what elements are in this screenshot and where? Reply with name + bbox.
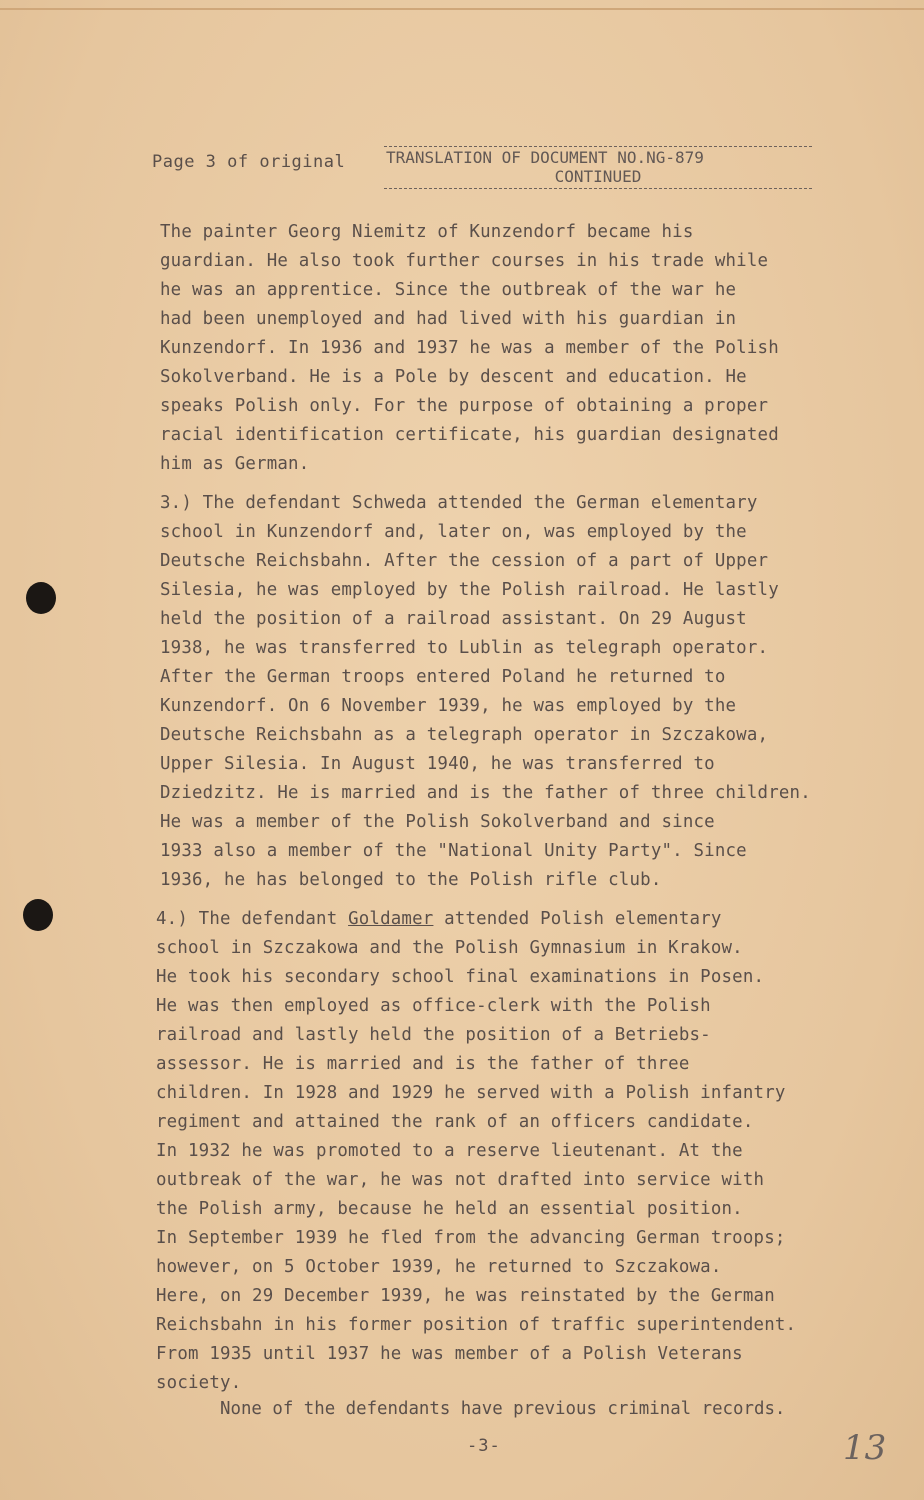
text-line: assessor. He is married and is the father of three	[156, 1054, 690, 1074]
text-line: 1938, he was transferred to Lublin as telegraph operator.	[160, 638, 769, 658]
text-line: 3.) The defendant Schweda attended the German elementary	[160, 493, 758, 513]
text-line: Silesia, he was employed by the Polish railroad. He lastly	[160, 580, 779, 600]
text-line: The painter Georg Niemitz of Kunzendorf became his	[160, 222, 694, 242]
punch-hole-upper	[26, 582, 56, 614]
text-line: Here, on 29 December 1939, he was reinstated by the German	[156, 1286, 775, 1306]
text-line: Upper Silesia. In August 1940, he was transferred to	[160, 754, 715, 774]
text-line: school in Kunzendorf and, later on, was employed by the	[160, 522, 747, 542]
punch-hole-lower	[23, 899, 53, 931]
defendant-name-underlined: Goldamer	[348, 909, 434, 929]
text-line: railroad and lastly held the position of a Betriebs-	[156, 1025, 711, 1045]
text-line: speaks Polish only. For the purpose of obtaining a proper	[160, 396, 769, 416]
text-line: Deutsche Reichsbahn. After the cession of a part of Upper	[160, 551, 769, 571]
closing-statement: None of the defendants have previous criminal records.	[220, 1399, 786, 1419]
document-title	[384, 146, 812, 189]
text-line: Kunzendorf. In 1936 and 1937 he was a member of the Polish	[160, 338, 779, 358]
text-line: He took his secondary school final examinations in Posen.	[156, 967, 765, 987]
text-line: After the German troops entered Poland he returned to	[160, 667, 726, 687]
paragraph-2	[160, 489, 880, 895]
text-line: he was an apprentice. Since the outbreak of the war he	[160, 280, 737, 300]
text-line: the Polish army, because he held an essential position.	[156, 1199, 743, 1219]
paragraph-1	[160, 218, 880, 479]
text-line: In September 1939 he fled from the advancing German troops;	[156, 1228, 786, 1248]
text-line: Kunzendorf. On 6 November 1939, he was employed by the	[160, 696, 737, 716]
text-line: racial identification certificate, his guardian designated	[160, 425, 779, 445]
text-line: Dziedzitz. He is married and is the father of three children.	[160, 783, 811, 803]
text-line: 1933 also a member of the "National Unity Party". Since	[160, 841, 747, 861]
text-line: 1936, he has belonged to the Polish rifle club.	[160, 870, 662, 890]
text-line: Deutsche Reichsbahn as a telegraph operator in Szczakowa,	[160, 725, 769, 745]
text-line: held the position of a railroad assistant. On 29 August	[160, 609, 747, 629]
text-line-first	[156, 905, 880, 934]
text-line: In 1932 he was promoted to a reserve lieutenant. At the	[156, 1141, 743, 1161]
text-line: regiment and attained the rank of an officers candidate.	[156, 1112, 754, 1132]
text-line: him as German.	[160, 454, 310, 474]
top-edge-line	[0, 8, 924, 10]
body-text	[156, 218, 880, 1408]
text-fragment: 4.) The defendant	[156, 909, 349, 929]
text-line: He was a member of the Polish Sokolverband and since	[160, 812, 715, 832]
text-line: He was then employed as office-clerk with the Polish	[156, 996, 711, 1016]
text-fragment: attended Polish elementary	[433, 909, 722, 929]
text-line: Reichsbahn in his former position of traffic superintendent.	[156, 1315, 797, 1335]
text-line: Sokolverband. He is a Pole by descent and education. He	[160, 367, 747, 387]
text-line: had been unemployed and had lived with his guardian in	[160, 309, 737, 329]
page-number: -3-	[467, 1436, 501, 1456]
page-reference: Page 3 of original	[152, 152, 346, 172]
text-line: society.	[156, 1373, 242, 1393]
document-title-line2: CONTINUED	[384, 167, 812, 189]
text-line: however, on 5 October 1939, he returned to Szczakowa.	[156, 1257, 722, 1277]
text-line: children. In 1928 and 1929 he served with a Polish infantry	[156, 1083, 786, 1103]
text-line: From 1935 until 1937 he was member of a Polish Veterans	[156, 1344, 743, 1364]
handwritten-page-mark: 13	[843, 1428, 887, 1468]
paragraph-3	[156, 905, 880, 1398]
text-line: school in Szczakowa and the Polish Gymnasium in Krakow.	[156, 938, 743, 958]
text-line: outbreak of the war, he was not drafted into service with	[156, 1170, 765, 1190]
document-title-line1: TRANSLATION OF DOCUMENT NO.NG-879	[384, 146, 812, 167]
text-line: guardian. He also took further courses in his trade while	[160, 251, 769, 271]
